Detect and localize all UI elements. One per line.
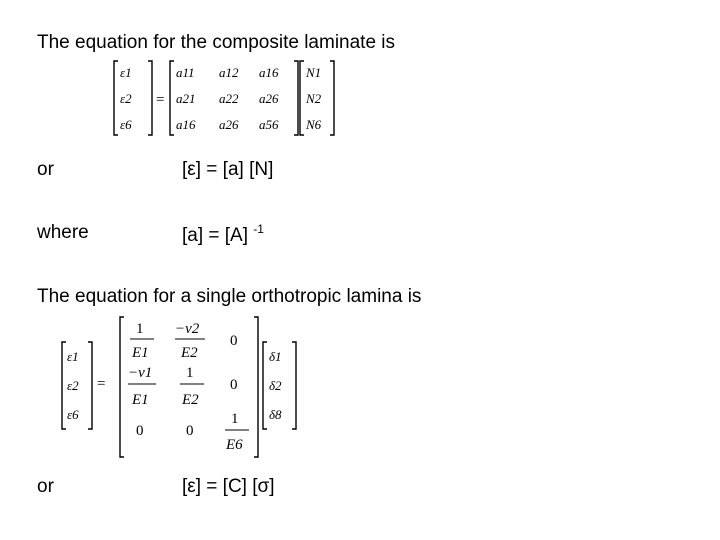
heading-orthotropic: The equation for a single orthotropic lamina is — [37, 286, 422, 307]
c13: 0 — [230, 333, 238, 349]
N2: N2 — [306, 91, 322, 106]
eps2-6: ε6 — [67, 407, 79, 422]
a21: a21 — [176, 91, 196, 106]
c33-num: 1 — [231, 411, 239, 427]
eps6: ε6 — [120, 117, 132, 132]
sig6: δ8 — [269, 407, 282, 422]
c21-den: E1 — [132, 392, 149, 408]
N6: N6 — [306, 117, 322, 132]
a61: a16 — [176, 117, 196, 132]
a66: a56 — [259, 117, 279, 132]
eps2-1: ε1 — [67, 349, 79, 364]
compliance-equation: [ε] = [C] [σ] — [182, 476, 275, 497]
a16: a16 — [259, 65, 279, 80]
eps2: ε2 — [120, 91, 132, 106]
laminate-matrix-equation — [112, 57, 352, 139]
a62: a26 — [219, 117, 239, 132]
inverse-exponent: -1 — [253, 222, 264, 236]
equals-1: = — [156, 92, 165, 108]
c33-den: E6 — [226, 437, 243, 453]
sig2: δ2 — [269, 378, 282, 393]
a22: a22 — [219, 91, 239, 106]
or-label-2: or — [37, 476, 54, 497]
c11-den: E1 — [132, 345, 149, 361]
c22-num: 1 — [186, 365, 194, 381]
c21-num: −ν1 — [128, 365, 153, 381]
strain-equation: [ε] = [a] [N] — [182, 159, 274, 180]
or-label-1: or — [37, 159, 54, 180]
a26: a26 — [259, 91, 279, 106]
c31: 0 — [136, 423, 144, 439]
heading-composite: The equation for the composite laminate is — [37, 32, 396, 53]
c11-num: 1 — [136, 321, 144, 337]
inverse-equation — [182, 223, 264, 245]
c22-den: E2 — [182, 392, 199, 408]
where-label: where — [37, 222, 89, 243]
a12: a12 — [219, 65, 239, 80]
a11: a11 — [176, 65, 195, 80]
N1: N1 — [306, 65, 322, 80]
c32: 0 — [186, 423, 194, 439]
sig1: δ1 — [269, 349, 282, 364]
eps1: ε1 — [120, 65, 132, 80]
c12-num: −ν2 — [175, 321, 200, 337]
c12-den: E2 — [181, 345, 198, 361]
inverse-expr: [a] = [A] — [182, 225, 249, 246]
orthotropic-matrix-equation — [58, 313, 328, 461]
equals-2: = — [97, 376, 106, 392]
eps2-2: ε2 — [67, 378, 79, 393]
c23: 0 — [230, 377, 238, 393]
